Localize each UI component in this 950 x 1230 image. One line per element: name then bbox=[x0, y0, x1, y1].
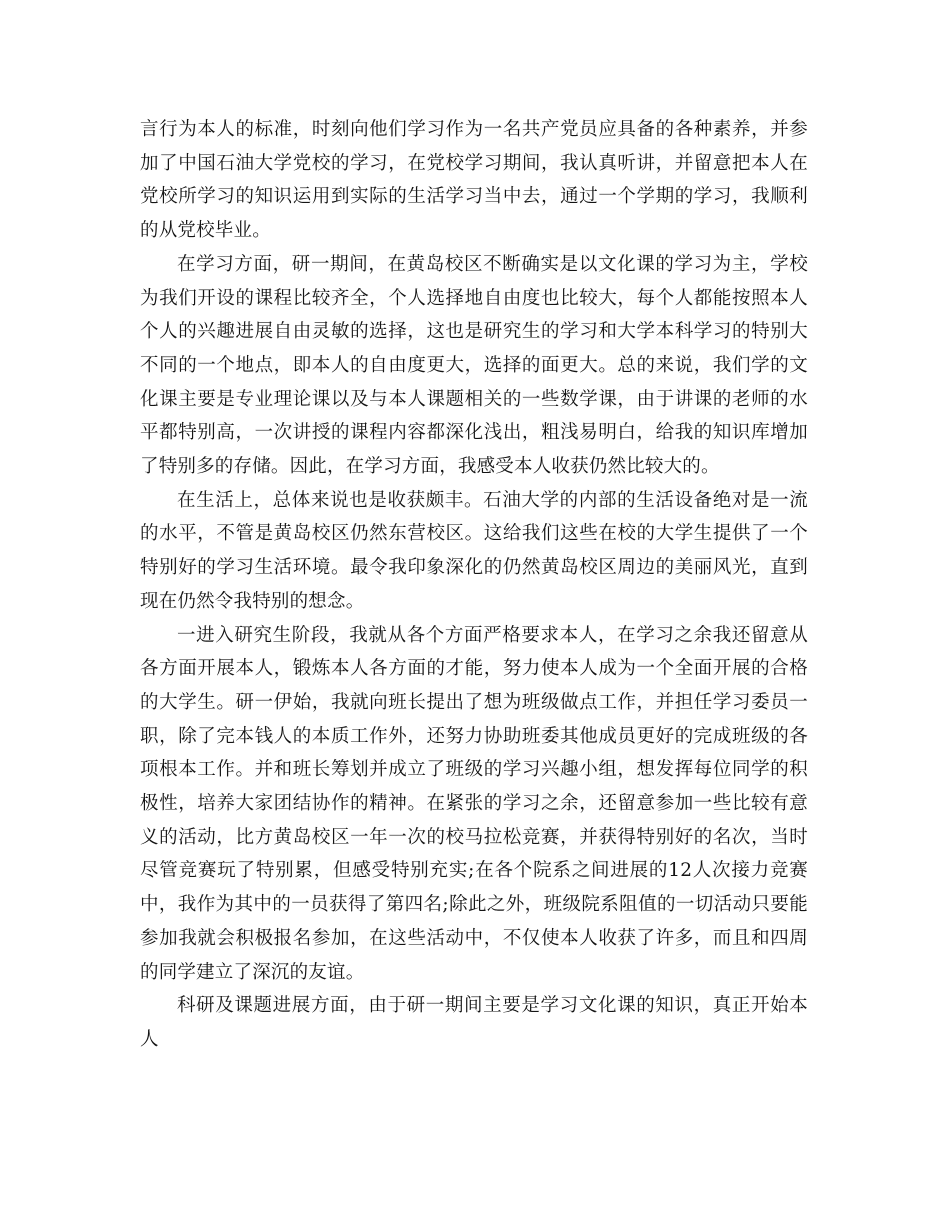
paragraph-life: 在生活上，总体来说也是收获颇丰。石油大学的内部的生活设备绝对是一流的水平，不管是黄岛校区仍然东营校区。这给我们这些在校的大学生提供了一个特别好的学习生活环境。最令我印象深化的仍然黄岛校区周边的美丽风光，直到现在仍然令我特别的想念。 bbox=[140, 489, 808, 612]
paragraph-study: 在学习方面，研一期间，在黄岛校区不断确实是以文化课的学习为主，学校为我们开设的课程比较齐全，个人选择地自由度也比较大，每个人都能按照本人个人的兴趣进展自由灵敏的选择，这也是研究生的学习和大学本科学习的特别大不同的一个地点，即本人的自由度更大，选择的面更大。总的来说，我们学的文化课主要是专业理论课以及与本人课题相关的一些数学课，由于讲课的老师的水平都特别高，一次讲授的课程内容都深化浅出，粗浅易明白，给我的知识库增加了特别多的存储。因此，在学习方面，我感受本人收获仍然比较大的。 bbox=[140, 253, 808, 478]
paragraph-activities: 一进入研究生阶段，我就从各个方面严格要求本人，在学习之余我还留意从各方面开展本人，锻炼本人各方面的才能，努力使本人成为一个全面开展的合格的大学生。研一伊始，我就向班长提出了想为班级做点工作，并担任学习委员一职，除了完本钱人的本质工作外，还努力协助班委其他成员更好的完成班级的各项根本工作。并和班长筹划并成立了班级的学习兴趣小组，想发挥每位同学的积极性，培养大家团结协作的精神。在紧张的学习之余，还留意参加一些比较有意义的活动，比方黄岛校区一年一次的校马拉松竞赛，并获得特别好的名次，当时尽管竞赛玩了特别累，但感受特别充实;在各个院系之间进展的12人次接力竞赛中，我作为其中的一员获得了第四名;除此之外，班级院系阻值的一切活动只要能参加我就会积极报名参加，在这些活动中，不仅使本人收获了许多，而且和四周的同学建立了深沉的友谊。 bbox=[140, 624, 808, 983]
paragraph-research: 科研及课题进展方面，由于研一期间主要是学习文化课的知识，真正开始本人 bbox=[140, 995, 808, 1050]
document-body bbox=[140, 113, 808, 1057]
paragraph-party-school: 言行为本人的标准，时刻向他们学习作为一名共产党员应具备的各种素养，并参加了中国石油大学党校的学习，在党校学习期间，我认真听讲，并留意把本人在党校所学习的知识运用到实际的生活学习当中去，通过一个学期的学习，我顺利的从党校毕业。 bbox=[140, 119, 808, 242]
